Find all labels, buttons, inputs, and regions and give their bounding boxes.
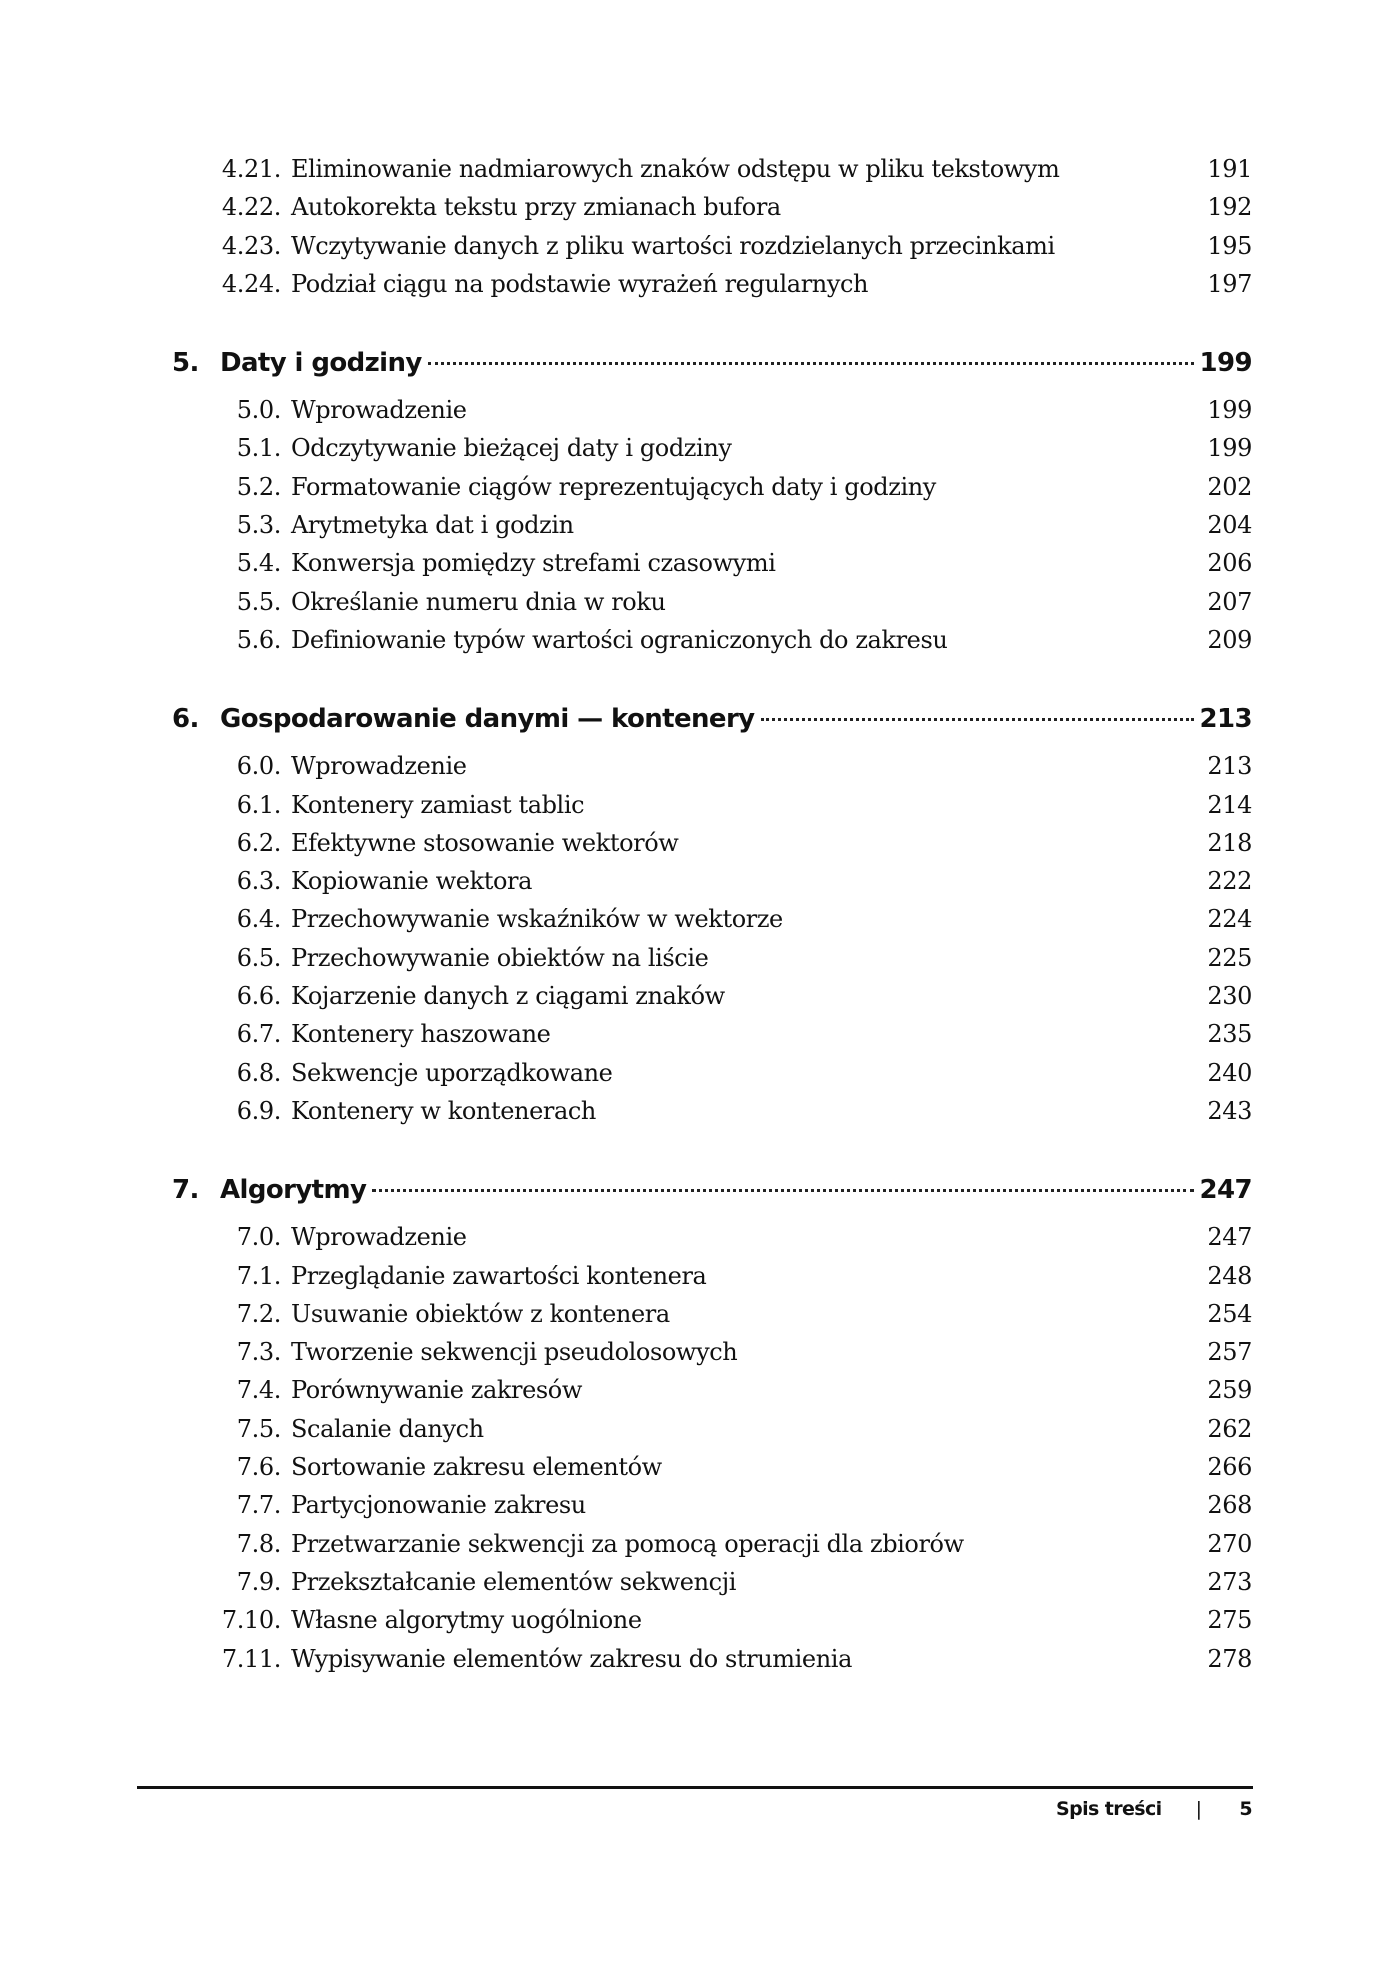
entry-page: 230 xyxy=(1207,982,1252,1011)
entry-number: 4.22. xyxy=(221,193,281,222)
entry-page: 275 xyxy=(1207,1606,1252,1635)
entry-title: Arytmetyka dat i godzin xyxy=(291,511,574,540)
entry-title: Wypisywanie elementów zakresu do strumienia xyxy=(291,1644,852,1673)
entry-page: 191 xyxy=(1207,155,1252,183)
chapter-number: 6. xyxy=(172,704,199,735)
entry-title: Przekształcanie elementów sekwencji xyxy=(291,1567,737,1596)
toc-entry[interactable] xyxy=(172,867,1252,905)
entry-page: 248 xyxy=(1207,1261,1252,1290)
entry-title: Scalanie danych xyxy=(291,1414,484,1443)
entry-number: 7.4. xyxy=(236,1376,281,1405)
toc-entry[interactable] xyxy=(172,1059,1252,1097)
entry-page: 262 xyxy=(1207,1414,1252,1443)
entry-number: 7.6. xyxy=(236,1453,281,1482)
chapter-page: 199 xyxy=(1199,348,1252,379)
toc-chapter-5 xyxy=(172,338,1252,664)
toc-entry[interactable] xyxy=(172,1530,1252,1568)
entry-title: Efektywne stosowanie wektorów xyxy=(291,828,679,857)
entry-title: Kojarzenie danych z ciągami znaków xyxy=(291,982,725,1011)
entry-number: 7.0. xyxy=(236,1223,281,1252)
entry-page: 273 xyxy=(1207,1567,1252,1596)
entry-title: Autokorekta tekstu przy zmianach bufora xyxy=(291,193,781,222)
entry-title: Wprowadzenie xyxy=(291,1223,467,1252)
toc-entry[interactable] xyxy=(172,944,1252,982)
entry-page: 257 xyxy=(1207,1338,1252,1367)
entry-page: 192 xyxy=(1207,193,1252,222)
entry-number: 5.1. xyxy=(236,434,281,463)
entry-title: Wprowadzenie xyxy=(291,752,467,781)
entry-title: Podział ciągu na podstawie wyrażeń regularnych xyxy=(291,269,869,298)
chapter-heading[interactable] xyxy=(172,1165,1252,1223)
dot-leader xyxy=(372,1189,1193,1192)
dot-leader xyxy=(428,362,1194,365)
table-of-contents xyxy=(172,155,1252,1713)
toc-entry[interactable] xyxy=(172,549,1252,587)
entry-page: 195 xyxy=(1207,231,1252,260)
toc-entry[interactable] xyxy=(172,1020,1252,1058)
entry-title: Przechowywanie obiektów na liście xyxy=(291,943,709,972)
entry-title: Definiowanie typów wartości ograniczonych do zakresu xyxy=(291,625,948,654)
toc-entry[interactable] xyxy=(172,1097,1252,1135)
entry-title: Tworzenie sekwencji pseudolosowych xyxy=(291,1338,738,1367)
entry-page: 199 xyxy=(1207,434,1252,463)
entry-number: 5.0. xyxy=(236,396,281,425)
toc-entry[interactable] xyxy=(172,193,1252,231)
entry-number: 7.11. xyxy=(221,1644,281,1673)
entry-page: 240 xyxy=(1207,1058,1252,1087)
toc-chapter-6 xyxy=(172,694,1252,1135)
entry-number: 6.2. xyxy=(236,828,281,857)
entry-title: Partycjonowanie zakresu xyxy=(291,1491,586,1520)
entry-page: 278 xyxy=(1207,1644,1252,1673)
entry-number: 6.8. xyxy=(236,1058,281,1087)
entry-page: 214 xyxy=(1207,790,1252,819)
entry-number: 7.5. xyxy=(236,1414,281,1443)
footer-label: Spis treści xyxy=(1056,1798,1162,1820)
entry-number: 6.5. xyxy=(236,943,281,972)
entry-page: 218 xyxy=(1207,828,1252,857)
entry-list xyxy=(172,1223,1252,1683)
toc-entry[interactable] xyxy=(172,588,1252,626)
entry-title: Określanie numeru dnia w roku xyxy=(291,587,666,616)
dot-leader xyxy=(761,718,1194,721)
toc-entry[interactable] xyxy=(172,232,1252,270)
entry-number: 6.9. xyxy=(236,1096,281,1125)
entry-number: 6.0. xyxy=(236,752,281,781)
entry-title: Kontenery w kontenerach xyxy=(291,1096,596,1125)
toc-entry[interactable] xyxy=(172,396,1252,434)
toc-entry[interactable] xyxy=(172,1645,1252,1683)
toc-entry[interactable] xyxy=(172,1606,1252,1644)
toc-entry[interactable] xyxy=(172,1223,1252,1261)
entry-page: 199 xyxy=(1207,396,1252,425)
entry-list xyxy=(172,155,1252,308)
entry-page: 206 xyxy=(1207,549,1252,578)
entry-number: 5.4. xyxy=(236,549,281,578)
toc-chapter-7 xyxy=(172,1165,1252,1683)
toc-entry[interactable] xyxy=(172,1453,1252,1491)
entry-number: 7.10. xyxy=(221,1606,281,1635)
entry-title: Usuwanie obiektów z kontenera xyxy=(291,1299,670,1328)
toc-entry[interactable] xyxy=(172,982,1252,1020)
toc-entry[interactable] xyxy=(172,155,1252,193)
toc-continued-section xyxy=(172,155,1252,308)
entry-number: 7.9. xyxy=(236,1567,281,1596)
entry-title: Eliminowanie nadmiarowych znaków odstępu w pliku tekstowym xyxy=(291,155,1060,183)
entry-title: Kopiowanie wektora xyxy=(291,867,533,896)
toc-entry[interactable] xyxy=(172,626,1252,664)
toc-entry[interactable] xyxy=(172,1262,1252,1300)
entry-number: 7.1. xyxy=(236,1261,281,1290)
toc-entry[interactable] xyxy=(172,752,1252,790)
entry-number: 4.24. xyxy=(221,269,281,298)
entry-page: 266 xyxy=(1207,1453,1252,1482)
toc-entry[interactable] xyxy=(172,829,1252,867)
entry-number: 7.8. xyxy=(236,1529,281,1558)
entry-list xyxy=(172,396,1252,664)
entry-page: 197 xyxy=(1207,269,1252,298)
entry-number: 7.7. xyxy=(236,1491,281,1520)
toc-entry[interactable] xyxy=(172,791,1252,829)
entry-page: 207 xyxy=(1207,587,1252,616)
entry-page: 225 xyxy=(1207,943,1252,972)
entry-page: 259 xyxy=(1207,1376,1252,1405)
entry-number: 6.7. xyxy=(236,1020,281,1049)
toc-entry[interactable] xyxy=(172,1338,1252,1376)
entry-number: 5.2. xyxy=(236,472,281,501)
toc-entry[interactable] xyxy=(172,1491,1252,1529)
entry-title: Sekwencje uporządkowane xyxy=(291,1058,613,1087)
entry-number: 5.6. xyxy=(236,625,281,654)
entry-title: Kontenery zamiast tablic xyxy=(291,790,585,819)
chapter-number: 7. xyxy=(172,1175,199,1206)
toc-entry[interactable] xyxy=(172,905,1252,943)
entry-page: 247 xyxy=(1207,1223,1252,1252)
entry-title: Sortowanie zakresu elementów xyxy=(291,1453,662,1482)
chapter-number: 5. xyxy=(172,348,199,379)
entry-list xyxy=(172,752,1252,1135)
toc-entry[interactable] xyxy=(172,434,1252,472)
entry-number: 5.5. xyxy=(236,587,281,616)
entry-number: 6.3. xyxy=(236,867,281,896)
toc-entry[interactable] xyxy=(172,1300,1252,1338)
entry-page: 202 xyxy=(1207,472,1252,501)
footer-rule xyxy=(137,1786,1253,1789)
toc-entry[interactable] xyxy=(172,511,1252,549)
entry-number: 7.2. xyxy=(236,1299,281,1328)
chapter-page: 247 xyxy=(1199,1175,1252,1206)
entry-title: Konwersja pomiędzy strefami czasowymi xyxy=(291,549,776,578)
toc-entry[interactable] xyxy=(172,473,1252,511)
toc-entry[interactable] xyxy=(172,1415,1252,1453)
entry-page: 204 xyxy=(1207,511,1252,540)
entry-title: Formatowanie ciągów reprezentujących daty i godziny xyxy=(291,472,936,501)
chapter-title: Gospodarowanie danymi — kontenery xyxy=(220,704,755,735)
chapter-title: Daty i godziny xyxy=(220,348,422,379)
entry-page: 270 xyxy=(1207,1529,1252,1558)
entry-title: Odczytywanie bieżącej daty i godziny xyxy=(291,434,732,463)
entry-number: 7.3. xyxy=(236,1338,281,1367)
entry-number: 6.4. xyxy=(236,905,281,934)
entry-page: 209 xyxy=(1207,625,1252,654)
toc-entry[interactable] xyxy=(172,270,1252,308)
entry-title: Wprowadzenie xyxy=(291,396,467,425)
entry-title: Przechowywanie wskaźników w wektorze xyxy=(291,905,783,934)
toc-entry[interactable] xyxy=(172,1568,1252,1606)
footer-separator: | xyxy=(1195,1798,1202,1820)
entry-title: Przeglądanie zawartości kontenera xyxy=(291,1261,707,1290)
page-footer xyxy=(1056,1798,1252,1820)
page-number: 5 xyxy=(1239,1798,1252,1820)
entry-page: 235 xyxy=(1207,1020,1252,1049)
entry-page: 254 xyxy=(1207,1299,1252,1328)
entry-number: 4.21. xyxy=(221,155,281,183)
entry-page: 243 xyxy=(1207,1096,1252,1125)
entry-page: 222 xyxy=(1207,867,1252,896)
entry-title: Przetwarzanie sekwencji za pomocą operacji dla zbiorów xyxy=(291,1529,964,1558)
chapter-heading[interactable] xyxy=(172,338,1252,396)
entry-number: 6.6. xyxy=(236,982,281,1011)
entry-page: 213 xyxy=(1207,752,1252,781)
entry-page: 268 xyxy=(1207,1491,1252,1520)
entry-page: 224 xyxy=(1207,905,1252,934)
toc-entry[interactable] xyxy=(172,1376,1252,1414)
entry-title: Wczytywanie danych z pliku wartości rozdzielanych przecinkami xyxy=(291,231,1055,260)
chapter-heading[interactable] xyxy=(172,694,1252,752)
chapter-page: 213 xyxy=(1199,704,1252,735)
chapter-title: Algorytmy xyxy=(220,1175,367,1206)
entry-number: 6.1. xyxy=(236,790,281,819)
entry-number: 4.23. xyxy=(221,231,281,260)
entry-title: Kontenery haszowane xyxy=(291,1020,551,1049)
entry-number: 5.3. xyxy=(236,511,281,540)
entry-title: Własne algorytmy uogólnione xyxy=(291,1606,642,1635)
entry-title: Porównywanie zakresów xyxy=(291,1376,583,1405)
